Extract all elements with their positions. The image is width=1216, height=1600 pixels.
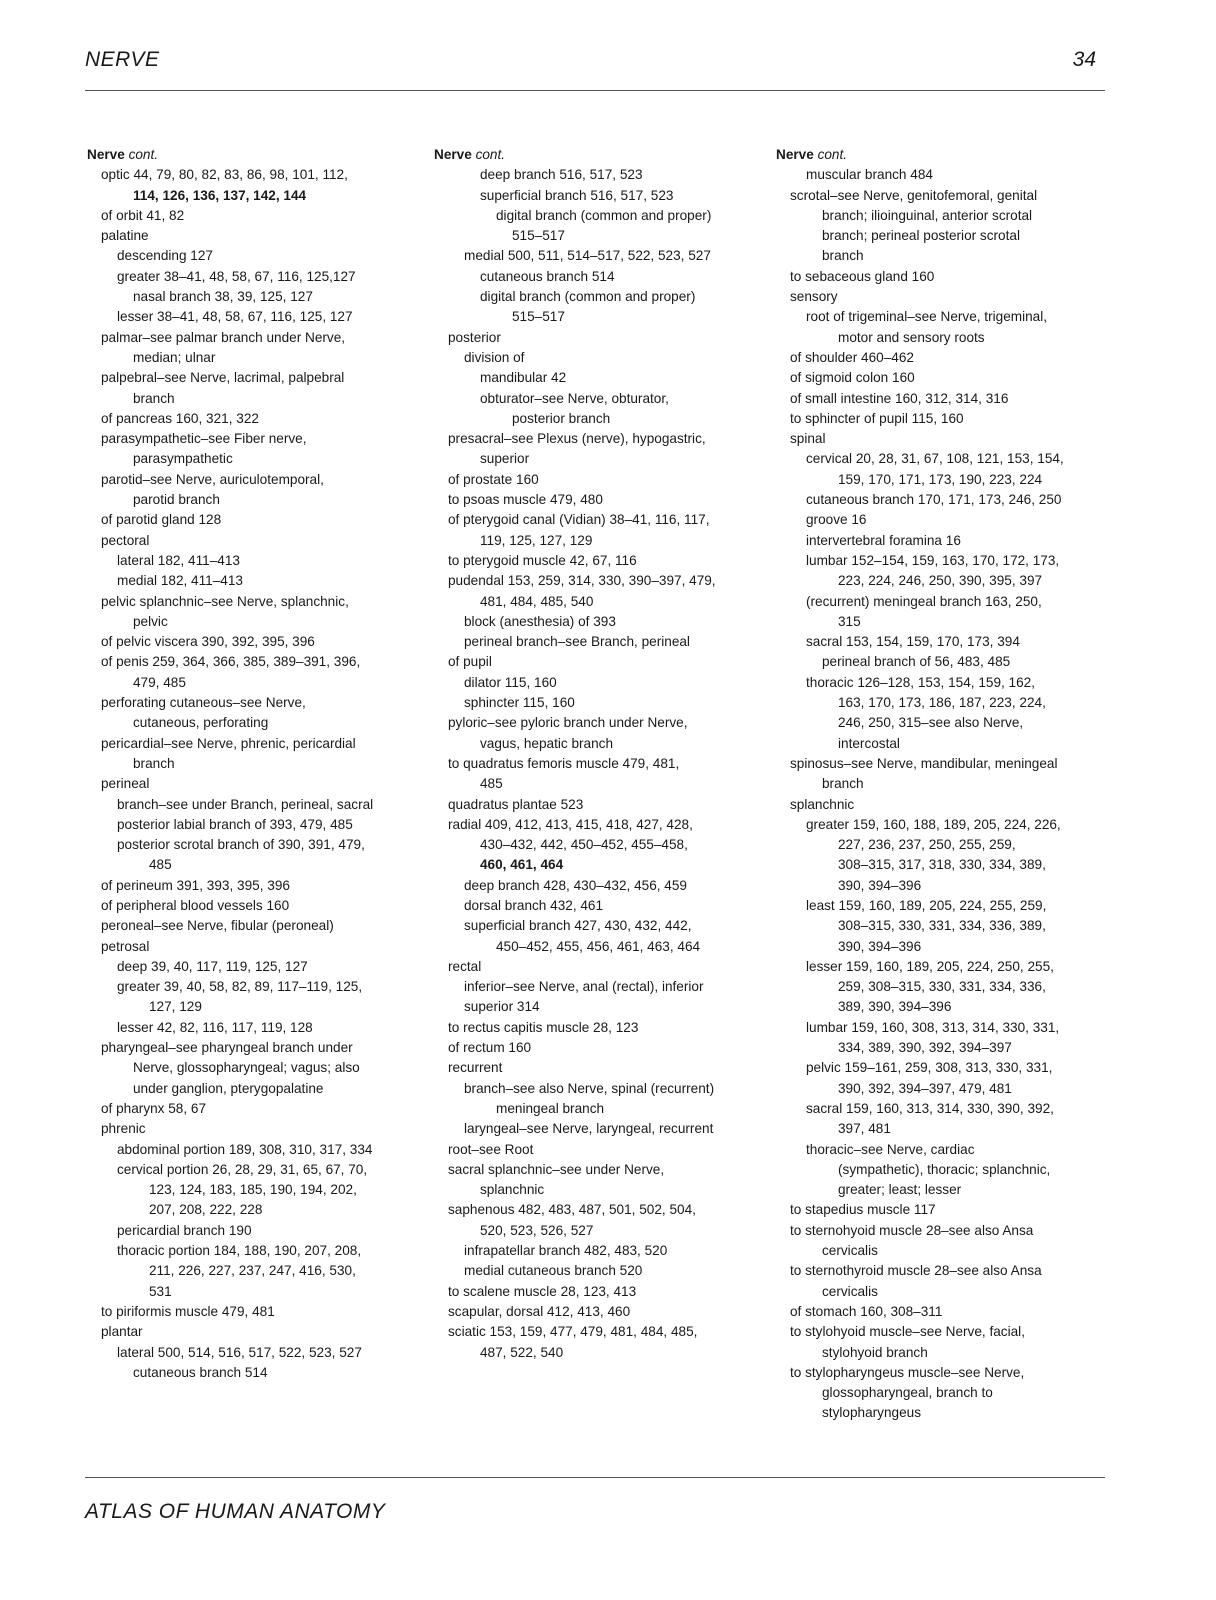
index-entry: to sebaceous gland 160 (790, 268, 935, 284)
index-entry: 397, 481 (838, 1121, 891, 1137)
index-entry: of rectum 160 (448, 1040, 532, 1056)
index-column-3 (776, 145, 1116, 1424)
index-entry: dilator 115, 160 (464, 674, 557, 690)
index-entry: division of (464, 349, 525, 365)
index-entry: greater 39, 40, 58, 82, 89, 117–119, 125, (117, 979, 363, 995)
index-entry: of shoulder 460–462 (790, 349, 914, 365)
index-entry: medial 182, 411–413 (117, 573, 243, 589)
index-entry: posterior scrotal branch of 390, 391, 479, (117, 837, 365, 853)
index-entry: quadratus plantae 523 (448, 796, 584, 812)
index-entry: 163, 170, 173, 186, 187, 223, 224, (838, 695, 1046, 711)
index-entry: to stylopharyngeus muscle–see Nerve, (790, 1364, 1025, 1380)
index-entry: 390, 394–396 (838, 938, 922, 954)
index-entry: sacral 153, 154, 159, 170, 173, 394 (806, 634, 1020, 650)
index-entry: digital branch (common and proper) (480, 289, 696, 305)
index-entry: lumbar 152–154, 159, 163, 170, 172, 173, (806, 552, 1060, 568)
index-entry: 127, 129 (149, 999, 202, 1015)
index-entry: pyloric–see pyloric branch under Nerve, (448, 715, 688, 731)
index-entry: laryngeal–see Nerve, laryngeal, recurrent (464, 1121, 714, 1137)
index-entry: lateral 500, 514, 516, 517, 522, 523, 527 (117, 1344, 362, 1360)
index-entry: peroneal–see Nerve, fibular (peroneal) (101, 918, 334, 934)
index-entry: 531 (149, 1283, 172, 1299)
index-entry: 119, 125, 127, 129 (480, 532, 593, 548)
index-entry: superior 314 (464, 999, 540, 1015)
index-entry: 485 (149, 857, 172, 873)
index-entry: 114, 126, 136, 137, 142, 144 (133, 187, 307, 203)
index-entry: posterior branch (512, 410, 611, 426)
index-entry: branch (822, 248, 864, 264)
index-entry: 479, 485 (133, 674, 186, 690)
index-entry: palatine (101, 228, 149, 244)
index-entry: branch (822, 776, 864, 792)
index-entry: optic 44, 79, 80, 82, 83, 86, 98, 101, 112, (101, 167, 348, 183)
index-entry: scrotal–see Nerve, genitofemoral, genital (790, 187, 1038, 203)
index-entry: groove 16 (806, 512, 867, 528)
index-entry: root of trigeminal–see Nerve, trigeminal, (806, 309, 1048, 325)
index-entry: medial cutaneous branch 520 (464, 1263, 643, 1279)
index-entry: to rectus capitis muscle 28, 123 (448, 1019, 639, 1035)
index-entry: pharyngeal–see pharyngeal branch under (101, 1040, 353, 1056)
index-entry: greater 38–41, 48, 58, 67, 116, 125,127 (117, 268, 356, 284)
index-entry: superficial branch 427, 430, 432, 442, (464, 918, 692, 934)
index-entry: 207, 208, 222, 228 (149, 1202, 263, 1218)
index-entry: lateral 182, 411–413 (117, 552, 240, 568)
index-entry: deep 39, 40, 117, 119, 125, 127 (117, 958, 308, 974)
index-entry: of penis 259, 364, 366, 385, 389–391, 396, (101, 654, 361, 670)
index-entry: branch (133, 390, 175, 406)
index-entry: of pharynx 58, 67 (101, 1100, 207, 1116)
index-entry: posterior labial branch of 393, 479, 485 (117, 816, 353, 832)
index-entry: 481, 484, 485, 540 (480, 593, 594, 609)
index-entry: deep branch 428, 430–432, 456, 459 (464, 877, 687, 893)
index-entry: 308–315, 330, 331, 334, 336, 389, (838, 918, 1046, 934)
index-entry: medial 500, 511, 514–517, 522, 523, 527 (464, 248, 711, 264)
index-entry: 520, 523, 526, 527 (480, 1222, 594, 1238)
index-entry: of prostate 160 (448, 471, 539, 487)
index-entry: descending 127 (117, 248, 213, 264)
index-entry: 308–315, 317, 318, 330, 334, 389, (838, 857, 1046, 873)
index-column-1 (87, 145, 427, 1383)
index-entry: splanchnic (480, 1182, 545, 1198)
index-entry: of small intestine 160, 312, 314, 316 (790, 390, 1009, 406)
index-entry: perforating cutaneous–see Nerve, (101, 695, 306, 711)
index-entry: plantar (101, 1324, 143, 1340)
index-entry: of pelvic viscera 390, 392, 395, 396 (101, 634, 315, 650)
index-entry: pericardial–see Nerve, phrenic, pericardial (101, 735, 356, 751)
header-rule (85, 90, 1105, 91)
index-entry: recurrent (448, 1060, 503, 1076)
index-entry: infrapatellar branch 482, 483, 520 (464, 1243, 668, 1259)
column-heading: Nerve cont. (434, 147, 506, 162)
index-entry: lumbar 159, 160, 308, 313, 314, 330, 331, (806, 1019, 1060, 1035)
index-entry: perineal branch of 56, 483, 485 (822, 654, 1011, 670)
index-entry: to psoas muscle 479, 480 (448, 492, 603, 508)
column-heading: Nerve cont. (87, 147, 159, 162)
index-entry: block (anesthesia) of 393 (464, 613, 616, 629)
index-entry: 315 (838, 613, 861, 629)
running-header-title: NERVE (85, 48, 160, 71)
index-entry: pelvic (133, 613, 168, 629)
index-entry: sensory (790, 289, 838, 305)
index-entry: to piriformis muscle 479, 481 (101, 1303, 275, 1319)
index-entry: branch–see under Branch, perineal, sacral (117, 796, 374, 812)
index-entry: of peripheral blood vessels 160 (101, 897, 290, 913)
index-entry: nasal branch 38, 39, 125, 127 (133, 289, 313, 305)
index-entry: scapular, dorsal 412, 413, 460 (448, 1303, 631, 1319)
index-entry: cutaneous branch 514 (480, 268, 615, 284)
index-entry: sphincter 115, 160 (464, 695, 575, 711)
index-entry: cutaneous, perforating (133, 715, 269, 731)
index-entry: palmar–see palmar branch under Nerve, (101, 329, 346, 345)
index-entry: 223, 224, 246, 250, 390, 395, 397 (838, 573, 1043, 589)
index-column-2 (434, 145, 774, 1363)
index-entry: sacral 159, 160, 313, 314, 330, 390, 392, (806, 1100, 1054, 1116)
index-entry: parotid branch (133, 492, 220, 508)
index-entry: greater; least; lesser (838, 1182, 962, 1198)
index-entry: cutaneous branch 514 (133, 1364, 268, 1380)
index-entry: intervertebral foramina 16 (806, 532, 961, 548)
index-entry: 123, 124, 183, 185, 190, 194, 202, (149, 1182, 357, 1198)
index-entry: 515–517 (512, 309, 565, 325)
index-entry: pelvic splanchnic–see Nerve, splanchnic, (101, 593, 349, 609)
index-entry: pudendal 153, 259, 314, 330, 390–397, 479, (448, 573, 716, 589)
page-number: 34 (1072, 48, 1096, 71)
index-entry: to stapedius muscle 117 (790, 1202, 936, 1218)
index-entry: thoracic portion 184, 188, 190, 207, 208, (117, 1243, 362, 1259)
index-entry: rectal (448, 958, 482, 974)
index-entry: presacral–see Plexus (nerve), hypogastric, (448, 431, 706, 447)
index-entry: stylopharyngeus (822, 1405, 921, 1421)
index-entry: 246, 250, 315–see also Nerve, (838, 715, 1024, 731)
index-entry: thoracic 126–128, 153, 154, 159, 162, (806, 674, 1036, 690)
index-entry: parasympathetic (133, 451, 233, 467)
index-entry: splanchnic (790, 796, 855, 812)
index-entry: 389, 390, 394–396 (838, 999, 952, 1015)
index-entry: obturator–see Nerve, obturator, (480, 390, 669, 406)
index-entry: (recurrent) meningeal branch 163, 250, (806, 593, 1042, 609)
index-entry: branch; ilioinguinal, anterior scrotal (822, 207, 1033, 223)
index-entry: 485 (480, 776, 503, 792)
index-entry: posterior (448, 329, 501, 345)
index-entry: perineal (101, 776, 150, 792)
index-entry: branch (133, 755, 175, 771)
index-entry: parotid–see Nerve, auriculotemporal, (101, 471, 324, 487)
index-entry: of pupil (448, 654, 492, 670)
index-entry: thoracic–see Nerve, cardiac (806, 1141, 975, 1157)
index-entry: 390, 392, 394–397, 479, 481 (838, 1080, 1012, 1096)
index-entry: stylohyoid branch (822, 1344, 928, 1360)
index-entry: parasympathetic–see Fiber nerve, (101, 431, 307, 447)
index-entry: sciatic 153, 159, 477, 479, 481, 484, 485, (448, 1324, 698, 1340)
index-entry: 460, 461, 464 (480, 857, 564, 873)
index-entry: 334, 389, 390, 392, 394–397 (838, 1040, 1012, 1056)
index-entry: inferior–see Nerve, anal (rectal), inferior (464, 979, 704, 995)
index-entry: of perineum 391, 393, 395, 396 (101, 877, 290, 893)
index-entry: 211, 226, 227, 237, 247, 416, 530, (149, 1263, 356, 1279)
index-entry: pelvic 159–161, 259, 308, 313, 330, 331, (806, 1060, 1053, 1076)
index-entry: cervicalis (822, 1283, 878, 1299)
index-entry: of parotid gland 128 (101, 512, 222, 528)
index-entry: 450–452, 455, 456, 461, 463, 464 (496, 938, 701, 954)
index-entry: to quadratus femoris muscle 479, 481, (448, 755, 680, 771)
index-entry: of stomach 160, 308–311 (790, 1303, 943, 1319)
index-entry: palpebral–see Nerve, lacrimal, palpebral (101, 370, 345, 386)
index-entry: perineal branch–see Branch, perineal (464, 634, 690, 650)
index-entry: of sigmoid colon 160 (790, 370, 915, 386)
index-entry: digital branch (common and proper) (496, 207, 712, 223)
index-entry: under ganglion, pterygopalatine (133, 1080, 324, 1096)
index-entry: of pancreas 160, 321, 322 (101, 410, 259, 426)
index-entry: motor and sensory roots (838, 329, 985, 345)
book-title-footer: ATLAS OF HUMAN ANATOMY (85, 1500, 386, 1523)
index-entry: Nerve, glossopharyngeal; vagus; also (133, 1060, 360, 1076)
index-entry: spinosus–see Nerve, mandibular, meningeal (790, 755, 1058, 771)
index-entry: to pterygoid muscle 42, 67, 116 (448, 552, 637, 568)
index-entry: lesser 42, 82, 116, 117, 119, 128 (117, 1019, 313, 1035)
index-entry: to scalene muscle 28, 123, 413 (448, 1283, 637, 1299)
index-entry: 487, 522, 540 (480, 1344, 564, 1360)
index-entry: meningeal branch (496, 1100, 605, 1116)
index-entry: to sphincter of pupil 115, 160 (790, 410, 964, 426)
index-entry: pectoral (101, 532, 150, 548)
column-heading: Nerve cont. (776, 147, 848, 162)
index-entry: median; ulnar (133, 349, 216, 365)
index-entry: spinal (790, 431, 826, 447)
index-entry: superior (480, 451, 530, 467)
index-entry: pericardial branch 190 (117, 1222, 252, 1238)
index-entry: glossopharyngeal, branch to (822, 1385, 993, 1401)
index-entry: 159, 170, 171, 173, 190, 223, 224 (838, 471, 1043, 487)
index-entry: radial 409, 412, 413, 415, 418, 427, 428, (448, 816, 693, 832)
index-entry: branch–see also Nerve, spinal (recurrent) (464, 1080, 715, 1096)
index-entry: 390, 394–396 (838, 877, 922, 893)
index-entry: of orbit 41, 82 (101, 207, 185, 223)
index-entry: 227, 236, 237, 250, 255, 259, (838, 837, 1016, 853)
index-entry: branch; perineal posterior scrotal (822, 228, 1020, 244)
footer-rule (85, 1477, 1105, 1478)
index-entry: least 159, 160, 189, 205, 224, 255, 259, (806, 897, 1047, 913)
index-entry: cervical portion 26, 28, 29, 31, 65, 67, 70, (117, 1161, 368, 1177)
index-entry: to sternothyroid muscle 28–see also Ansa (790, 1263, 1042, 1279)
index-entry: lesser 159, 160, 189, 205, 224, 250, 255, (806, 958, 1054, 974)
index-entry: to stylohyoid muscle–see Nerve, facial, (790, 1324, 1025, 1340)
index-entry: vagus, hepatic branch (480, 735, 614, 751)
index-entry: deep branch 516, 517, 523 (480, 167, 643, 183)
index-entry: of pterygoid canal (Vidian) 38–41, 116, 117, (448, 512, 710, 528)
index-entry: cervical 20, 28, 31, 67, 108, 121, 153, 154, (806, 451, 1064, 467)
index-entry: root–see Root (448, 1141, 534, 1157)
index-entry: (sympathetic), thoracic; splanchnic, (838, 1161, 1051, 1177)
index-entry: muscular branch 484 (806, 167, 933, 183)
index-entry: lesser 38–41, 48, 58, 67, 116, 125, 127 (117, 309, 353, 325)
index-entry: 430–432, 442, 450–452, 455–458, (480, 837, 688, 853)
index-entry: cutaneous branch 170, 171, 173, 246, 250 (806, 492, 1062, 508)
index-entry: 515–517 (512, 228, 565, 244)
index-entry: cervicalis (822, 1243, 878, 1259)
index-entry: intercostal (838, 735, 900, 751)
index-entry: 259, 308–315, 330, 331, 334, 336, (838, 979, 1046, 995)
index-entry: to sternohyoid muscle 28–see also Ansa (790, 1222, 1034, 1238)
index-entry: superficial branch 516, 517, 523 (480, 187, 674, 203)
index-entry: greater 159, 160, 188, 189, 205, 224, 226, (806, 816, 1061, 832)
index-entry: phrenic (101, 1121, 146, 1137)
index-entry: dorsal branch 432, 461 (464, 897, 604, 913)
index-entry: saphenous 482, 483, 487, 501, 502, 504, (448, 1202, 696, 1218)
index-entry: petrosal (101, 938, 150, 954)
index-entry: sacral splanchnic–see under Nerve, (448, 1161, 665, 1177)
index-entry: abdominal portion 189, 308, 310, 317, 334 (117, 1141, 373, 1157)
index-entry: mandibular 42 (480, 370, 567, 386)
